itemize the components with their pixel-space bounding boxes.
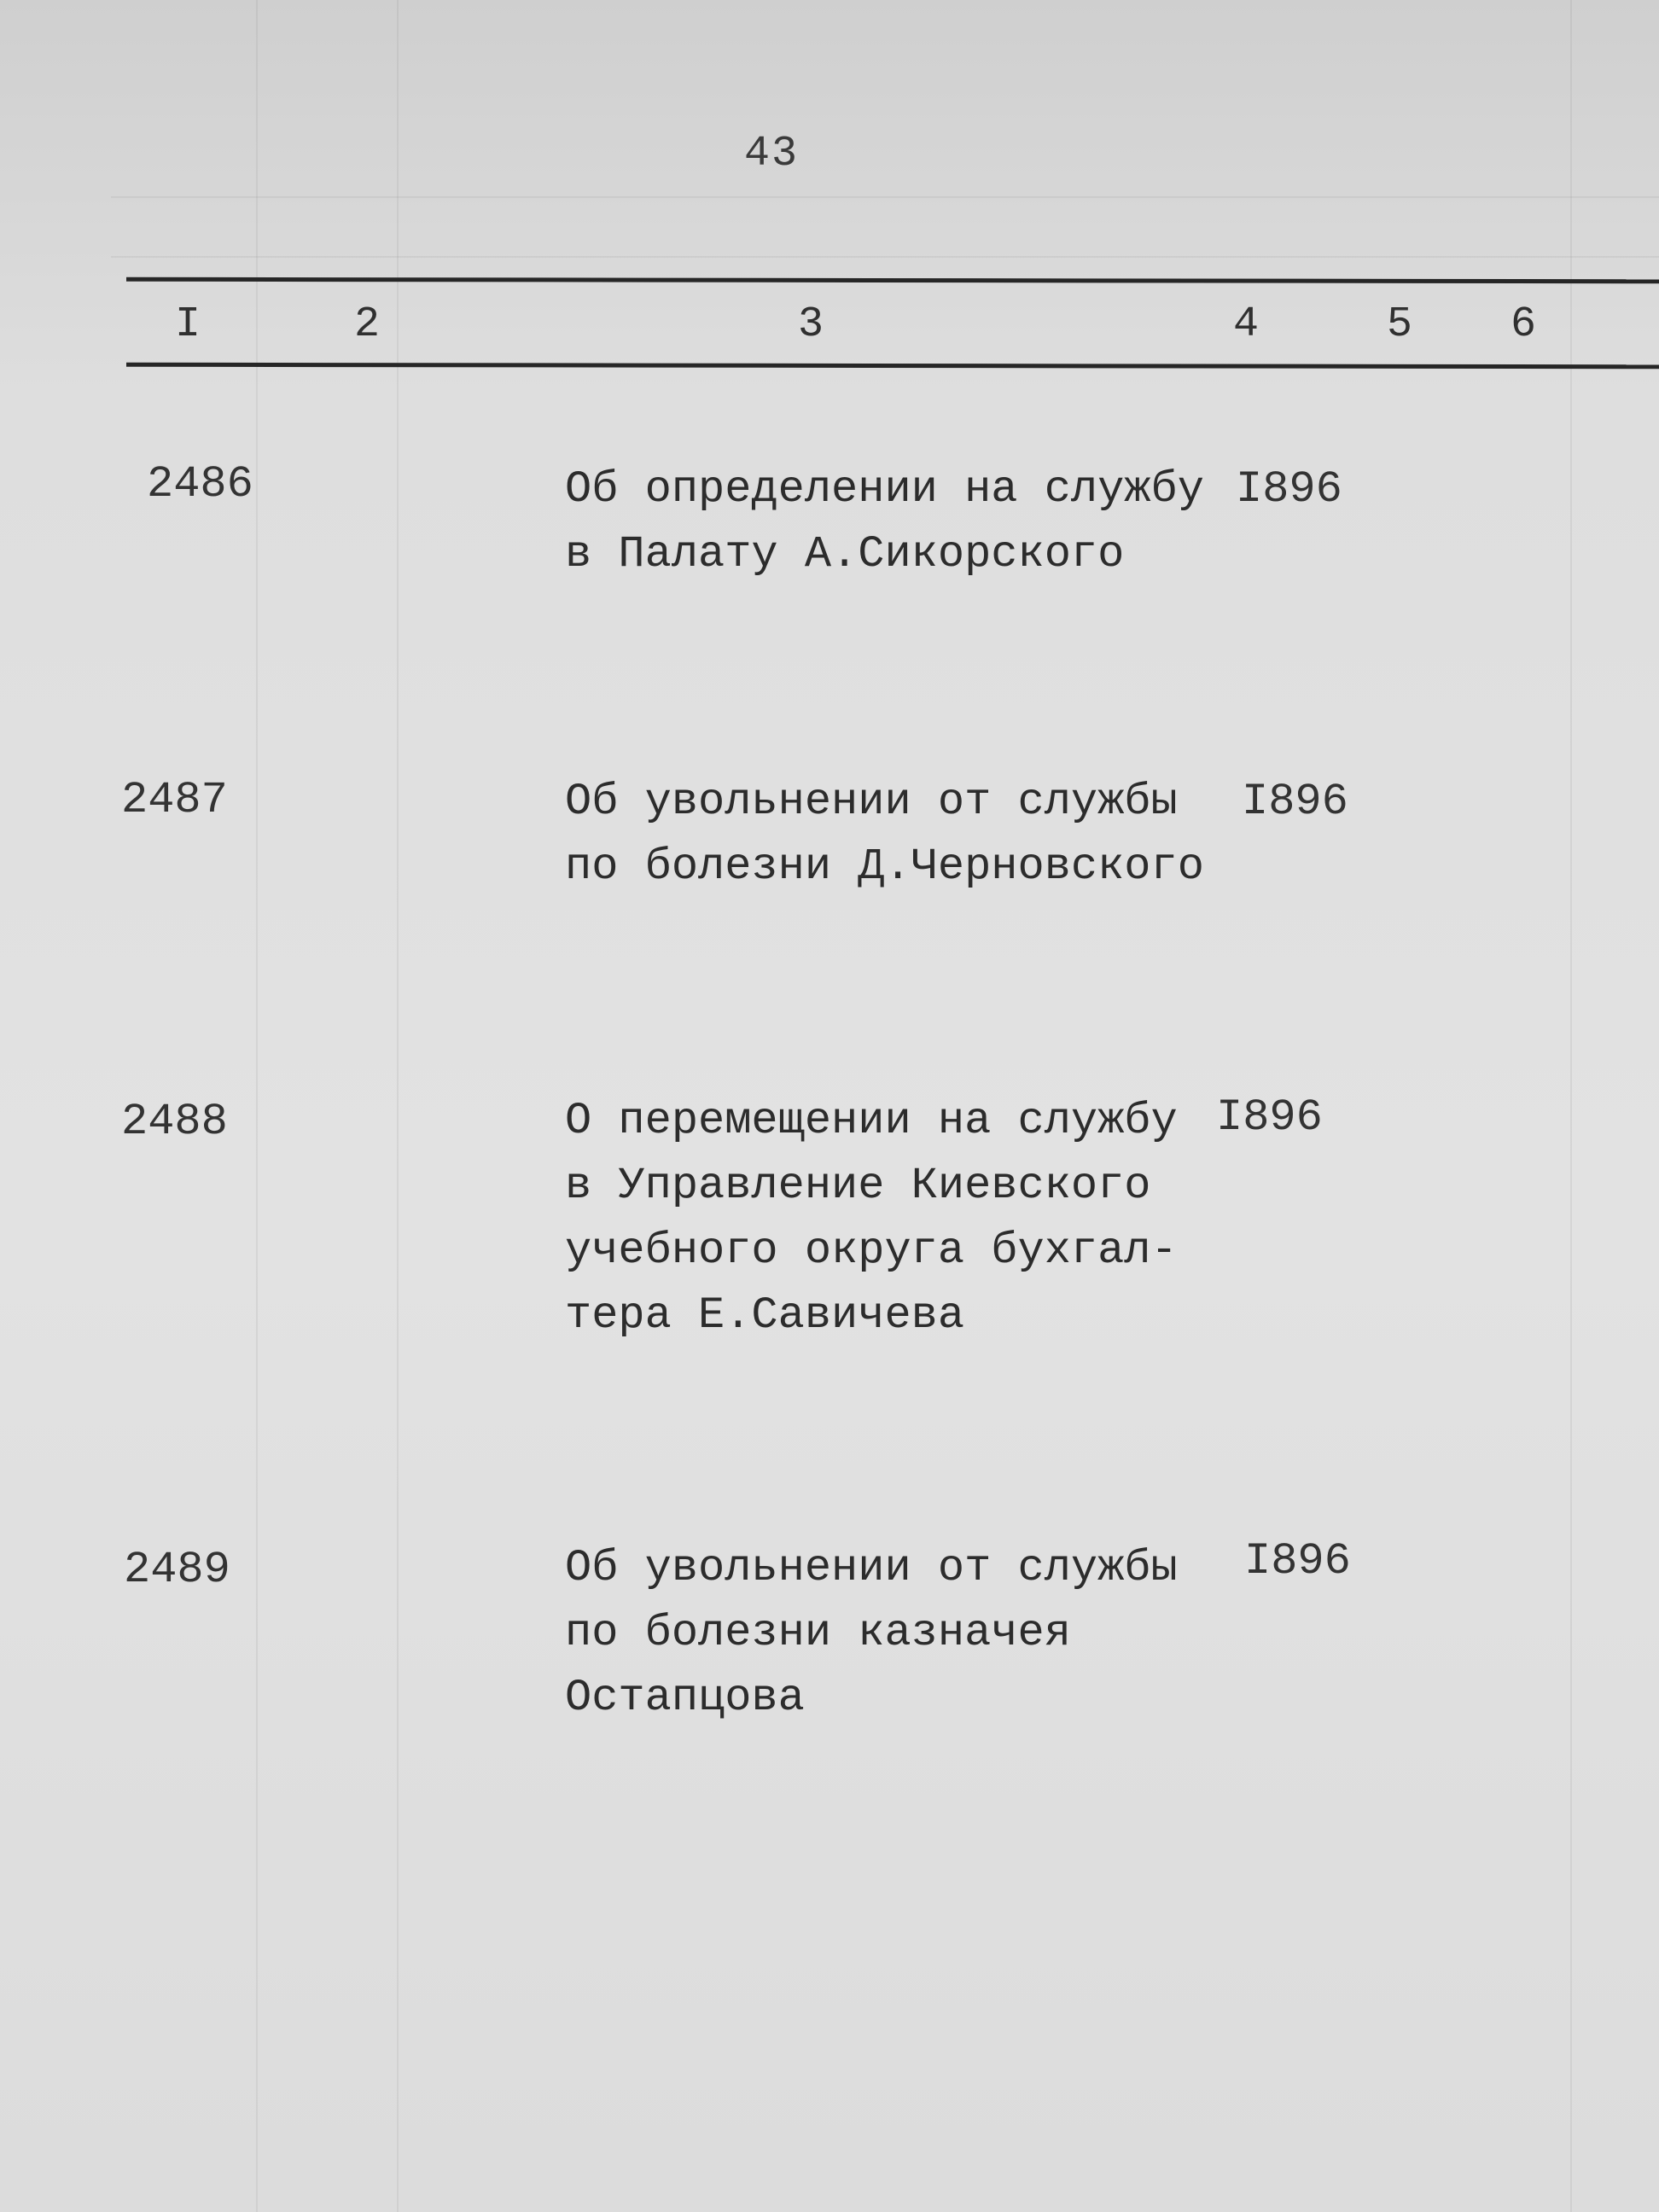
record-title-line: в Палату А.Сикорского [565,529,1125,579]
record-year: I896 [1216,1092,1323,1143]
column-header-6: 6 [1511,300,1537,349]
record-year: I896 [1236,464,1342,515]
header-bottom-rule [126,363,1659,370]
page-number: 43 [744,130,800,178]
faint-grid-line [397,0,399,2212]
header-top-rule [126,277,1659,284]
record-title [565,1089,1178,1348]
record-title-line: О перемещении на службу [565,1096,1178,1146]
faint-grid-line [1570,0,1572,2212]
record-title [565,1536,1178,1731]
faint-grid-line [111,256,1659,258]
record-number: 2487 [121,775,228,825]
record-title-line: Остапцова [565,1673,805,1723]
record-title-line: по болезни казначея [565,1608,1071,1658]
record-title-line: Об определении на службу [565,464,1204,515]
record-number: 2489 [124,1545,230,1595]
record-year: I896 [1244,1536,1351,1586]
column-header-4: 4 [1233,300,1260,349]
record-number: 2488 [121,1097,228,1147]
faint-grid-line [111,196,1659,198]
column-header-1: I [175,300,201,349]
record-title-line: в Управление Киевского [565,1161,1151,1211]
column-header-3: 3 [798,300,824,349]
column-header-5: 5 [1387,300,1413,349]
record-number: 2486 [147,459,253,509]
record-title-line: Об увольнении от службы [565,1543,1178,1593]
record-title-line: учебного округа бухгал- [565,1225,1178,1276]
record-title-line: тера Е.Савичева [565,1290,965,1341]
faint-grid-line [256,0,258,2212]
column-header-2: 2 [354,300,381,349]
record-title [565,770,1204,899]
record-title [565,457,1204,587]
record-title-line: Об увольнении от службы [565,777,1178,827]
record-year: I896 [1242,777,1348,827]
record-title-line: по болезни Д.Черновского [565,841,1204,892]
